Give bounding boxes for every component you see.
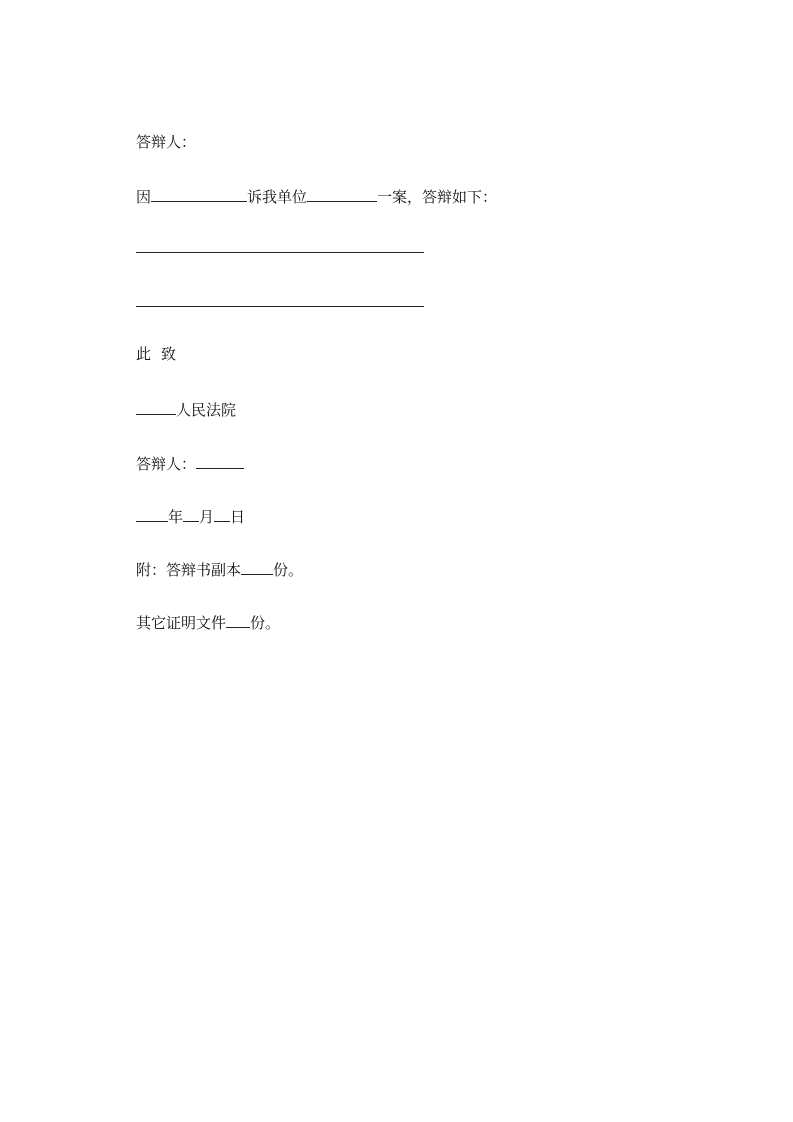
year-blank[interactable] bbox=[136, 505, 168, 522]
plaintiff-blank[interactable] bbox=[151, 185, 247, 202]
attachment-evidence-line bbox=[136, 611, 280, 631]
closing-ci: 此 bbox=[136, 345, 152, 363]
defense-content-line-1[interactable] bbox=[136, 252, 424, 253]
court-name-blank[interactable] bbox=[136, 398, 176, 415]
evidence-count-blank[interactable] bbox=[226, 611, 250, 628]
case-blank[interactable] bbox=[307, 185, 377, 202]
attachment-copies-line bbox=[136, 558, 303, 578]
day-blank[interactable] bbox=[214, 505, 230, 522]
respondent-header-line bbox=[136, 132, 196, 152]
date-line bbox=[136, 505, 245, 525]
closing-zhi: 致 bbox=[161, 345, 177, 363]
copies-count-blank[interactable] bbox=[241, 558, 273, 575]
attachment-evidence-prefix: 其它证明文件 bbox=[136, 614, 227, 632]
cause-suffix: 一案，答辩如下： bbox=[377, 188, 498, 206]
day-label: 日 bbox=[230, 508, 246, 526]
attachment-evidence-suffix: 份。 bbox=[250, 614, 281, 632]
year-label: 年 bbox=[168, 508, 184, 526]
defense-content-line-2[interactable] bbox=[136, 306, 424, 307]
court-suffix: 人民法院 bbox=[176, 401, 237, 419]
attachment-copies-prefix: 附：答辩书副本 bbox=[136, 561, 242, 579]
cause-line bbox=[136, 185, 497, 205]
signature-line bbox=[136, 452, 244, 472]
signature-blank[interactable] bbox=[196, 452, 244, 469]
cause-prefix: 因 bbox=[136, 188, 152, 206]
month-label: 月 bbox=[199, 508, 215, 526]
respondent-header: 答辩人： bbox=[136, 133, 197, 151]
court-line bbox=[136, 398, 236, 418]
attachment-copies-suffix: 份。 bbox=[273, 561, 304, 579]
cause-middle: 诉我单位 bbox=[247, 188, 308, 206]
closing-line bbox=[136, 344, 176, 364]
month-blank[interactable] bbox=[183, 505, 199, 522]
signature-label: 答辩人： bbox=[136, 455, 197, 473]
